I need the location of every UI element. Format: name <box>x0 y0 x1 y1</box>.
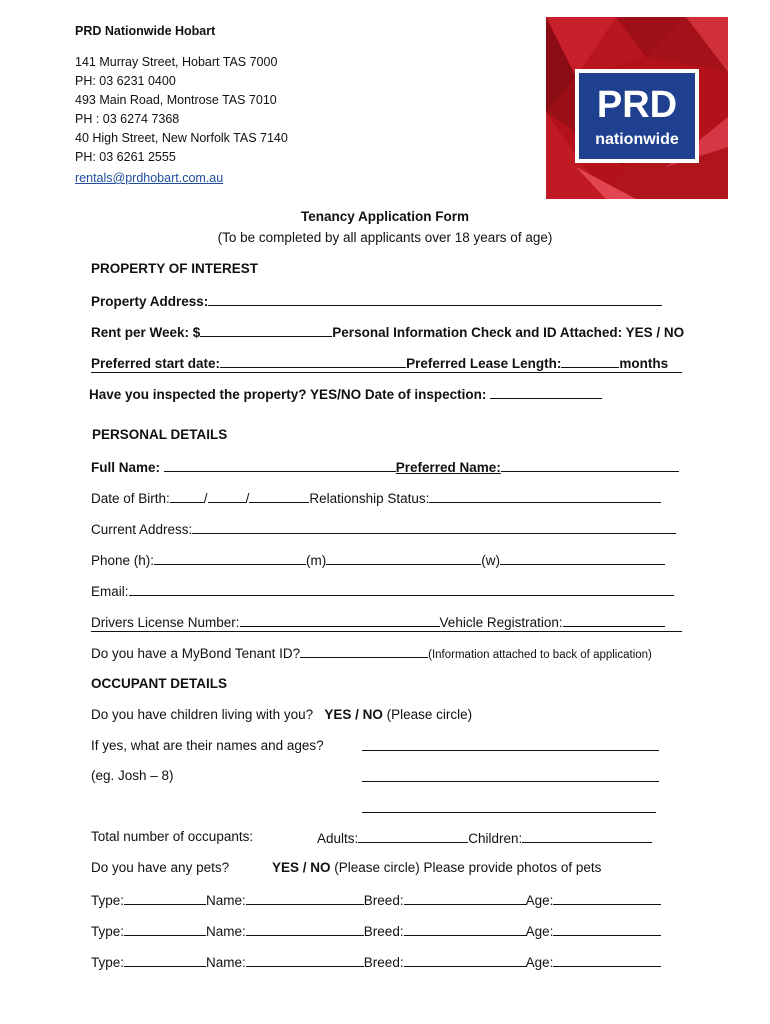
pets-yes-no[interactable]: YES / NO <box>272 860 331 875</box>
office-address-3: 40 High Street, New Norfolk TAS 7140 <box>75 131 288 145</box>
current-address-row <box>91 520 676 537</box>
license-label: Drivers License Number: <box>91 615 240 630</box>
current-address-field[interactable] <box>192 520 676 534</box>
pet-row <box>91 922 661 939</box>
pet-row <box>91 953 661 970</box>
mybond-row <box>91 644 652 661</box>
relationship-label: Relationship Status: <box>309 491 430 506</box>
pet-type-field[interactable] <box>124 922 206 936</box>
pet-type-label: Type: <box>91 893 125 908</box>
inspection-date-field[interactable] <box>490 385 602 399</box>
office-phone-3: PH: 03 6261 2555 <box>75 150 176 164</box>
adults-label: Adults: <box>317 831 359 846</box>
months-label: months <box>619 356 669 371</box>
pet-age-field[interactable] <box>553 953 661 967</box>
section-heading-property: PROPERTY OF INTEREST <box>91 261 259 276</box>
divider-line <box>91 631 682 632</box>
mybond-label: Do you have a MyBond Tenant ID? <box>91 646 301 661</box>
dob-label: Date of Birth: <box>91 491 170 506</box>
office-address-2: 493 Main Road, Montrose TAS 7010 <box>75 93 277 107</box>
pet-name-field[interactable] <box>246 922 364 936</box>
logo-text-sub: nationwide <box>595 131 679 148</box>
pet-row <box>91 891 661 908</box>
pet-name-label: Name: <box>206 893 246 908</box>
dob-month-field[interactable] <box>208 489 246 503</box>
children-names-field-1[interactable] <box>362 750 659 751</box>
mybond-note: (Information attached to back of application) <box>428 649 652 661</box>
dob-row <box>91 489 661 506</box>
pet-name-field[interactable] <box>246 891 364 905</box>
prd-logo <box>546 17 728 199</box>
vehicle-label: Vehicle Registration: <box>439 615 563 630</box>
pet-type-field[interactable] <box>124 891 206 905</box>
phone-work-field[interactable] <box>500 551 665 565</box>
license-row <box>91 613 665 630</box>
pet-type-label: Type: <box>91 955 125 970</box>
phone-home-field[interactable] <box>154 551 306 565</box>
full-name-label: Full Name: <box>91 460 164 475</box>
start-lease-row <box>91 354 668 371</box>
logo-text-main: PRD <box>596 84 678 126</box>
company-name: PRD Nationwide Hobart <box>75 24 216 38</box>
office-address-1: 141 Murray Street, Hobart TAS 7000 <box>75 55 278 69</box>
pet-breed-label: Breed: <box>363 955 404 970</box>
pet-name-label: Name: <box>206 924 246 939</box>
mybond-field[interactable] <box>300 644 428 658</box>
pet-age-field[interactable] <box>553 891 661 905</box>
pet-type-label: Type: <box>91 924 125 939</box>
preferred-name-field[interactable] <box>501 458 679 472</box>
dob-separator-2: / <box>245 491 250 506</box>
lease-length-field[interactable] <box>561 354 619 368</box>
total-occupants-label: Total number of occupants: <box>91 829 254 844</box>
pets-question: Do you have any pets? <box>91 860 230 875</box>
children-row <box>91 707 472 722</box>
inspection-row <box>89 385 602 402</box>
dob-year-field[interactable] <box>249 489 309 503</box>
lease-length-label: Preferred Lease Length: <box>406 356 562 371</box>
names-ages-question: If yes, what are their names and ages? <box>91 738 324 753</box>
children-example: (eg. Josh – 8) <box>91 768 174 783</box>
pets-note: (Please circle) Please provide photos of pets <box>330 860 602 875</box>
pet-age-label: Age: <box>525 893 554 908</box>
relationship-field[interactable] <box>429 489 661 503</box>
phone-home-label: Phone (h): <box>91 553 155 568</box>
id-check-label: Personal Information Check and ID Attached: YES / NO <box>332 325 685 340</box>
pet-breed-label: Breed: <box>363 924 404 939</box>
pet-type-field[interactable] <box>124 953 206 967</box>
adults-field[interactable] <box>358 829 468 843</box>
office-phone-2: PH : 03 6274 7368 <box>75 112 180 126</box>
pet-age-field[interactable] <box>553 922 661 936</box>
property-address-field[interactable] <box>208 292 662 306</box>
pet-age-label: Age: <box>525 955 554 970</box>
children-circle-note: (Please circle) <box>382 707 473 722</box>
divider-line <box>91 372 682 373</box>
vehicle-field[interactable] <box>563 613 665 627</box>
form-subtitle: (To be completed by all applicants over 18 years of age) <box>217 230 553 245</box>
section-heading-personal: PERSONAL DETAILS <box>92 427 228 442</box>
current-address-label: Current Address: <box>91 522 193 537</box>
full-name-field[interactable] <box>164 458 396 472</box>
dob-separator-1: / <box>203 491 208 506</box>
email-field[interactable] <box>129 582 674 596</box>
children-names-field-3[interactable] <box>362 812 656 813</box>
phone-row <box>91 551 665 568</box>
pet-name-field[interactable] <box>246 953 364 967</box>
dob-day-field[interactable] <box>170 489 204 503</box>
rent-label: Rent per Week: $ <box>91 325 201 340</box>
phone-work-label: (w) <box>481 553 501 568</box>
pets-answer-row <box>272 860 601 875</box>
full-name-row <box>91 458 679 475</box>
inspected-label: Have you inspected the property? YES/NO Date of inspection: <box>89 387 491 402</box>
children-yes-no[interactable]: YES / NO <box>324 707 383 722</box>
start-date-field[interactable] <box>220 354 406 368</box>
form-title: Tenancy Application Form <box>300 209 470 224</box>
pet-breed-field[interactable] <box>404 922 526 936</box>
start-date-label: Preferred start date: <box>91 356 221 371</box>
contact-email-link[interactable]: rentals@prdhobart.com.au <box>75 171 224 185</box>
children-question: Do you have children living with you? <box>91 707 314 722</box>
children-names-field-2[interactable] <box>362 781 659 782</box>
pet-age-label: Age: <box>525 924 554 939</box>
pet-breed-field[interactable] <box>404 953 526 967</box>
children-count-field[interactable] <box>522 829 652 843</box>
children-count-label: Children: <box>468 831 523 846</box>
rent-field[interactable] <box>200 323 332 337</box>
pet-name-label: Name: <box>206 955 246 970</box>
license-field[interactable] <box>240 613 440 627</box>
preferred-name-label: Preferred Name: <box>395 460 501 475</box>
email-label: Email: <box>91 584 129 599</box>
property-address-row <box>91 292 662 309</box>
email-row <box>91 582 674 599</box>
pet-breed-label: Breed: <box>363 893 404 908</box>
adults-children-row <box>317 829 652 846</box>
pet-breed-field[interactable] <box>404 891 526 905</box>
office-phone-1: PH: 03 6231 0400 <box>75 74 176 88</box>
phone-mobile-field[interactable] <box>326 551 481 565</box>
section-heading-occupant: OCCUPANT DETAILS <box>91 676 227 691</box>
phone-mobile-label: (m) <box>306 553 327 568</box>
rent-row <box>91 323 684 340</box>
property-address-label: Property Address: <box>91 294 209 309</box>
